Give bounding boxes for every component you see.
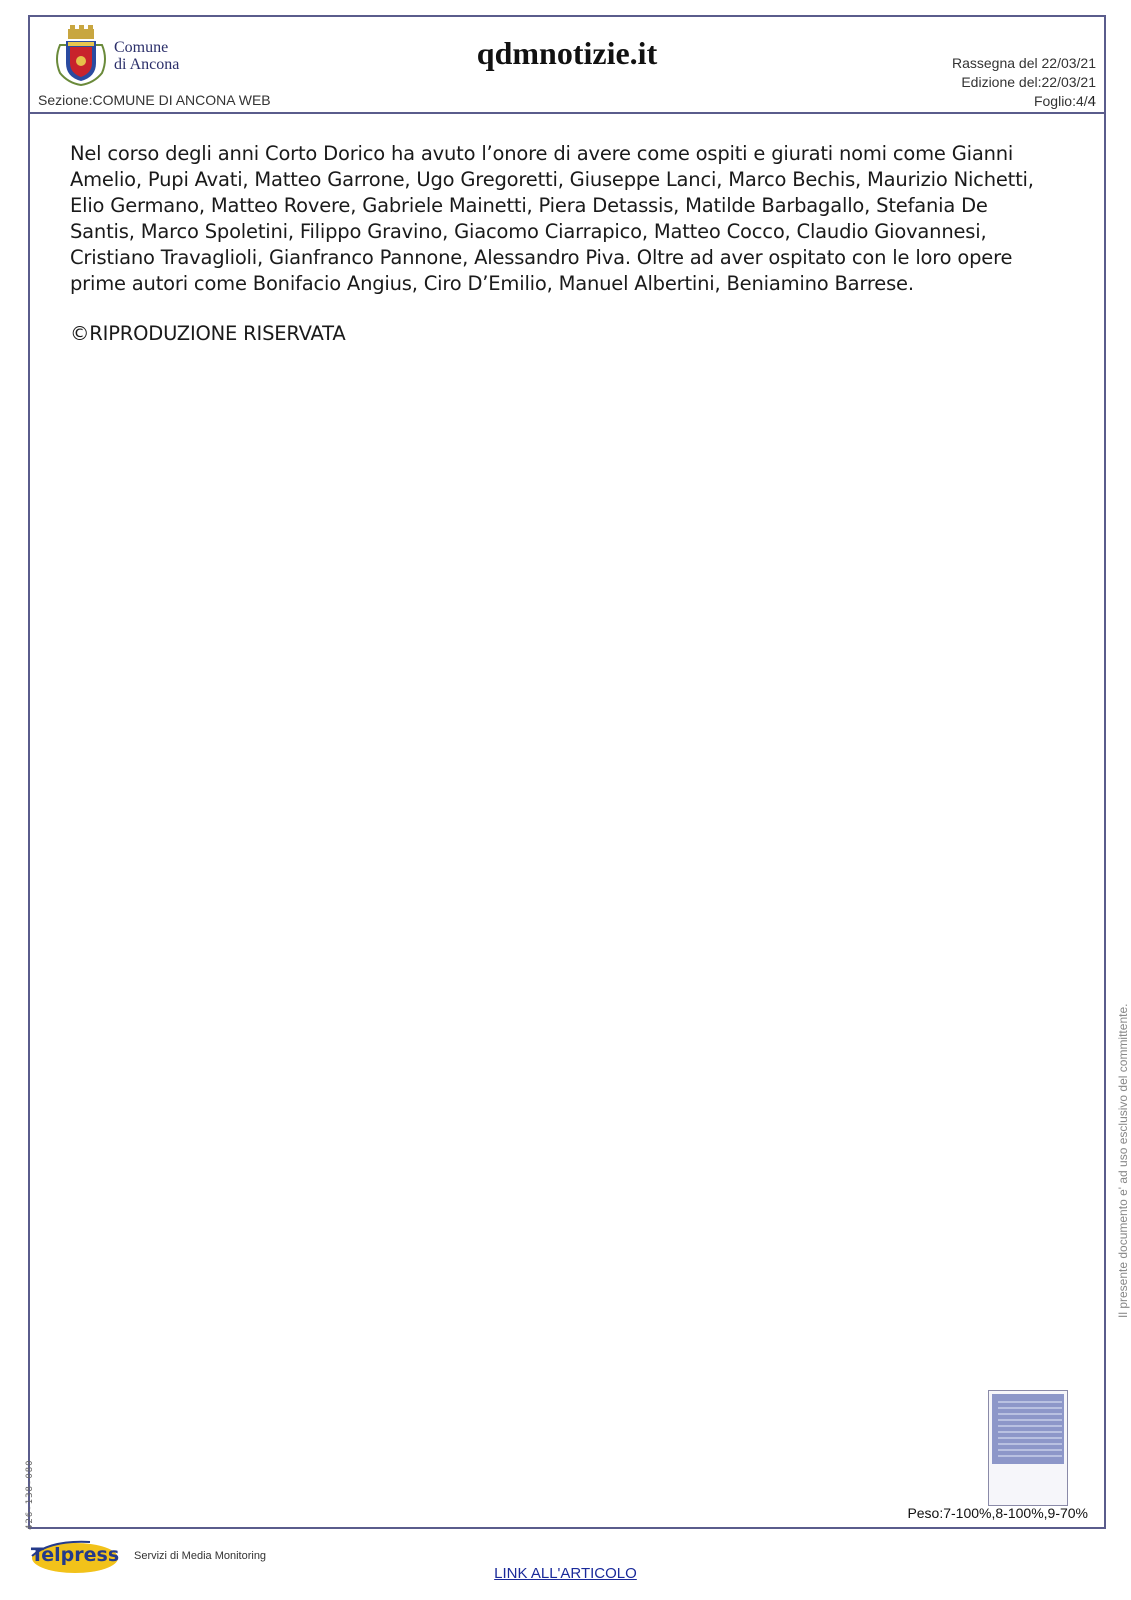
section-label: Sezione:COMUNE DI ANCONA WEB — [38, 92, 271, 108]
logo-line-2: di Ancona — [114, 56, 180, 73]
document-code: 426-138-080 — [25, 1459, 35, 1530]
page-thumbnail — [988, 1390, 1068, 1506]
rassegna-date: Rassegna del 22/03/21 — [952, 55, 1096, 71]
peso-label: Peso:7-100%,8-100%,9-70% — [907, 1505, 1088, 1521]
site-title: qdmnotizie.it — [476, 35, 658, 71]
logo-line-1: Comune — [114, 39, 169, 56]
copyright-notice: ©RIPRODUZIONE RISERVATA — [70, 322, 346, 345]
edizione-date: Edizione del:22/03/21 — [961, 74, 1096, 90]
page-header — [30, 17, 1104, 114]
article-body — [70, 141, 1050, 371]
foglio-number: Foglio:4/4 — [1033, 93, 1096, 110]
telpress-wordmark: Telpress — [30, 1544, 120, 1566]
telpress-tagline: Servizi di Media Monitoring — [134, 1550, 267, 1562]
page-frame — [28, 15, 1106, 1529]
usage-notice: Il presente documento e' ad uso esclusivo del committente. — [1116, 1003, 1130, 1318]
article-paragraph: Nel corso degli anni Corto Dorico ha avuto l’onore di avere come ospiti e giurati nomi come Gianni Amelio, Pupi Avati, Matteo Garrone, Ugo Gregoretti, Giuseppe Lanci, Marco Bechis, Maurizio Nichetti, Elio Germano, Matteo Rovere, Gabriele Mainetti, Piera Detassis, Matilde Barbagallo, Stefania De Santis, Marco Spoletini, Filippo Gravino, Giacomo Ciarrapico, Matteo Cocco, Claudio Giovannesi, Cristiano Travaglioli, Gianfranco Pannone, Alessandro Piva. Oltre ad aver ospitato con le loro opere prime autori come Bonifacio Angius, Ciro D’Emilio, Manuel Albertini, Beniamino Barrese. — [70, 142, 1034, 295]
article-link[interactable]: LINK ALL'ARTICOLO — [494, 1565, 637, 1582]
review-meta — [952, 54, 1096, 111]
